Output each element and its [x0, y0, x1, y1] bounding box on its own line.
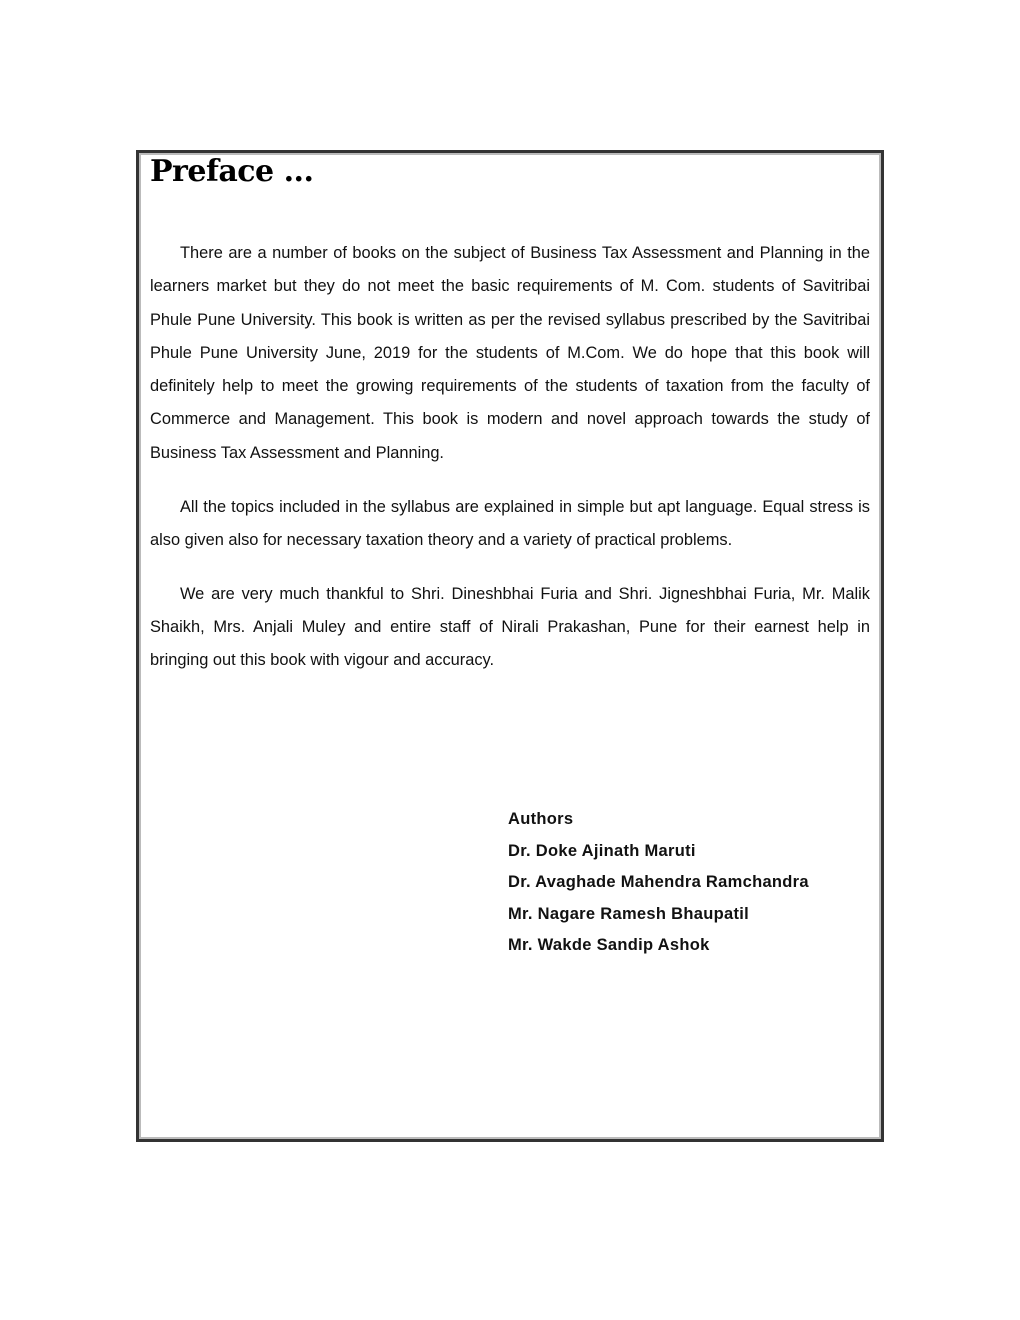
paragraph: There are a number of books on the subject of Business Tax Assessment and Planning in the learners market but they do not meet the basic requirements of M. Com. students of Savitribai Phule Pune University. This book is written as per the revised syllabus prescribed by the Savitribai Phule Pune University June, 2019 for the students of M.Com. We do hope that this book will definitely help to meet the growing requirements of the students of taxation from the faculty of Commerce and Management. This book is modern and novel approach towards the study of Business Tax Assessment and Planning.: [150, 244, 870, 462]
paragraph: All the topics included in the syllabus are explained in simple but apt language. Equal stress is also given also for necessary taxation theory and a variety of practical problems.: [150, 497, 870, 549]
page-title: Preface ...: [150, 154, 314, 189]
author-name: Mr. Wakde Sandip Ashok: [508, 936, 710, 955]
author-name: Dr. Doke Ajinath Maruti: [508, 841, 696, 860]
authors-heading: Authors: [508, 810, 574, 828]
author-name: Dr. Avaghade Mahendra Ramchandra: [508, 873, 809, 892]
authors-block: [508, 804, 809, 962]
preface-body: [150, 237, 870, 698]
paragraph: We are very much thankful to Shri. Dineshbhai Furia and Shri. Jigneshbhai Furia, Mr. Malik Shaikh, Mrs. Anjali Muley and entire staff of Nirali Prakashan, Pune for their earnest help in bringing out this book with vigour and accuracy.: [150, 584, 870, 670]
author-name: Mr. Nagare Ramesh Bhaupatil: [508, 904, 750, 923]
